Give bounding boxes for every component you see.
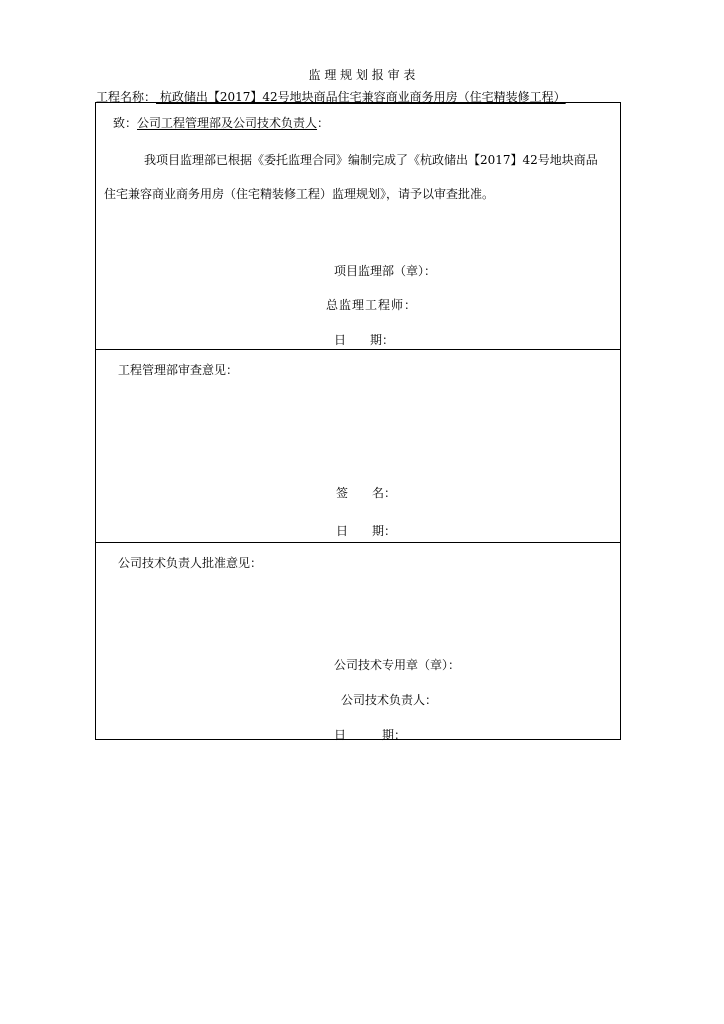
review-form-table (95, 102, 621, 740)
supervision-dept-seal-label: 项目监理部（章）： (334, 264, 437, 278)
form-title: 监 理 规 划 报 审 表 (308, 68, 416, 82)
technical-lead-label: 公司技术负责人： (341, 693, 438, 707)
submission-section (96, 103, 620, 349)
submission-date-label: 日 期： (334, 333, 395, 347)
technical-approval-section (96, 542, 620, 740)
project-name-value: 杭政储出【2017】42号地块商品住宅兼容商业商务用房（住宅精装修工程） (156, 90, 566, 104)
submission-text-line-2: 住宅兼容商业商务用房（住宅精装修工程）监理规划》，请予以审查批准。 (104, 187, 495, 201)
addressee-suffix: ： (317, 116, 330, 130)
engineering-review-title: 工程管理部审查意见： (118, 363, 239, 377)
technical-date-label: 日 期： (334, 728, 407, 742)
engineering-date-label: 日 期： (336, 524, 397, 538)
engineering-signature-label: 签 名： (336, 486, 397, 500)
engineering-review-section (96, 349, 620, 542)
technical-approval-title: 公司技术负责人批准意见： (118, 556, 263, 570)
addressee-value: 公司工程管理部及公司技术负责人 (137, 116, 318, 130)
submission-text-line-1: 我项目监理部已根据《委托监理合同》编制完成了《杭政储出【2017】42号地块商品 (144, 153, 598, 167)
project-name-label: 工程名称： (96, 90, 157, 104)
addressee-line (113, 114, 329, 131)
technical-seal-label: 公司技术专用章（章）： (334, 658, 461, 672)
chief-engineer-label: 总监理工程师： (326, 298, 418, 312)
addressee-label: 致： (113, 116, 138, 130)
